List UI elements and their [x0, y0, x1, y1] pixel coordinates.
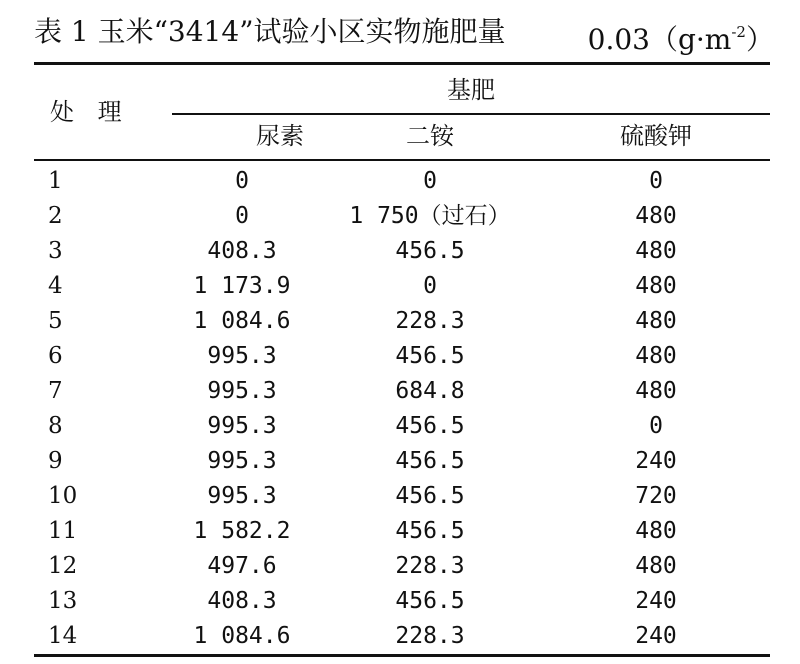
urea-value: 995.3	[207, 448, 277, 474]
dap-value: 228.3	[395, 308, 465, 334]
header-potassium-sulfate: 硫酸钾	[620, 122, 692, 150]
urea-value: 408.3	[207, 588, 277, 614]
header-dap: 二铵	[406, 122, 454, 150]
treatment-number: 2	[48, 203, 63, 229]
urea-value: 1 084.6	[193, 308, 291, 334]
table-row	[34, 374, 770, 409]
unit-main: 0.03（g·m	[587, 23, 732, 56]
urea-value: 995.3	[207, 413, 277, 439]
potassium-sulfate-value: 480	[635, 308, 677, 334]
dap-value: 456.5	[395, 588, 465, 614]
urea-value: 995.3	[207, 343, 277, 369]
potassium-sulfate-value: 0	[649, 168, 663, 194]
table-row	[34, 409, 770, 444]
treatment-number: 3	[48, 238, 63, 264]
table-row	[34, 444, 770, 479]
urea-value: 1 582.2	[193, 518, 291, 544]
bottom-rule	[34, 654, 770, 657]
dap-value: 456.5	[395, 413, 465, 439]
dap-value: 0	[423, 273, 437, 299]
potassium-sulfate-value: 0	[649, 413, 663, 439]
table-row	[34, 619, 770, 654]
urea-value: 995.3	[207, 378, 277, 404]
header-urea: 尿素	[256, 122, 304, 150]
treatment-number: 7	[48, 378, 63, 404]
potassium-sulfate-value: 480	[635, 273, 677, 299]
treatment-number: 13	[48, 588, 78, 614]
header-base-fertilizer: 基肥	[447, 76, 495, 104]
urea-value: 995.3	[207, 483, 277, 509]
treatment-number: 8	[48, 413, 63, 439]
table-caption	[34, 12, 774, 56]
potassium-sulfate-value: 240	[635, 448, 677, 474]
table-row	[34, 304, 770, 339]
dap-value: 456.5	[395, 238, 465, 264]
treatment-number: 6	[48, 343, 63, 369]
treatment-number: 14	[48, 623, 78, 649]
urea-value: 497.6	[207, 553, 277, 579]
top-rule	[34, 62, 770, 65]
dap-value: 684.8	[395, 378, 465, 404]
table-row	[34, 199, 770, 234]
table-row	[34, 269, 770, 304]
potassium-sulfate-value: 240	[635, 588, 677, 614]
table-row	[34, 164, 770, 199]
treatment-number: 11	[48, 518, 78, 544]
treatment-number: 1	[48, 168, 63, 194]
table-row	[34, 514, 770, 549]
potassium-sulfate-value: 480	[635, 518, 677, 544]
dap-value: 228.3	[395, 553, 465, 579]
header-treatment: 处 理	[50, 98, 130, 126]
dap-value: 456.5	[395, 483, 465, 509]
header-rule	[34, 159, 770, 161]
potassium-sulfate-value: 720	[635, 483, 677, 509]
table-row	[34, 234, 770, 269]
potassium-sulfate-value: 480	[635, 553, 677, 579]
treatment-number: 9	[48, 448, 63, 474]
dap-value: 0	[423, 168, 437, 194]
table-unit	[588, 12, 774, 60]
table-row	[34, 479, 770, 514]
table-body	[34, 164, 770, 654]
group-sub-rule	[172, 113, 770, 115]
urea-value: 408.3	[207, 238, 277, 264]
potassium-sulfate-value: 480	[635, 238, 677, 264]
unit-close: ）	[745, 23, 774, 56]
urea-value: 0	[235, 203, 249, 229]
potassium-sulfate-value: 240	[635, 623, 677, 649]
dap-value: 1 750（过石）	[349, 203, 511, 229]
dap-value: 456.5	[395, 343, 465, 369]
dap-value: 456.5	[395, 448, 465, 474]
potassium-sulfate-value: 480	[635, 343, 677, 369]
table-row	[34, 584, 770, 619]
urea-value: 0	[235, 168, 249, 194]
potassium-sulfate-value: 480	[635, 203, 677, 229]
treatment-number: 10	[48, 483, 78, 509]
dap-value: 228.3	[395, 623, 465, 649]
potassium-sulfate-value: 480	[635, 378, 677, 404]
urea-value: 1 173.9	[193, 273, 291, 299]
unit-exponent: -2	[731, 23, 746, 41]
urea-value: 1 084.6	[193, 623, 291, 649]
dap-value: 456.5	[395, 518, 465, 544]
table-row	[34, 549, 770, 584]
treatment-number: 4	[48, 273, 63, 299]
treatment-number: 12	[48, 553, 78, 579]
table-row	[34, 339, 770, 374]
table-title: 表 1 玉米“3414”试验小区实物施肥量	[34, 15, 506, 48]
treatment-number: 5	[48, 308, 63, 334]
